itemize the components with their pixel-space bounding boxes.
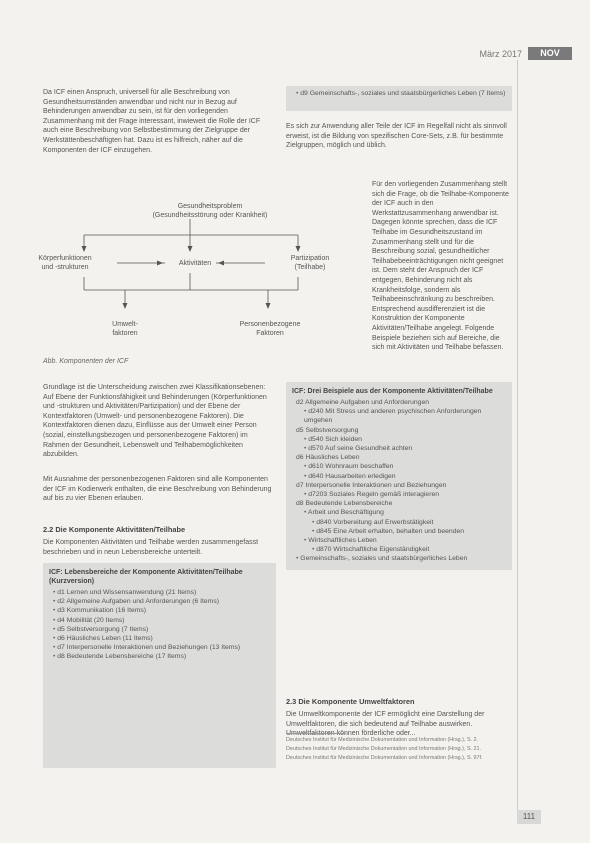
list-item: • d9 Gemeinschafts-, soziales und staatsbürgerliches Leben (7 Items) [296,89,506,98]
list-item: • d570 Auf seine Gesundheit achten [296,444,506,453]
list-item: • d240 Mit Stress und anderen psychischen Anforderungen umgehen [296,407,506,425]
d9-box-continuation [286,86,512,111]
col1-paragraph-3: Mit Ausnahme der personenbezogenen Faktoren sind alle Komponenten der ICF im Kodierwerk enthalten, die eine Beschreibung von Behinderung auf bis zu vier Ebenen erlauben. [43,476,272,503]
list-item: • Gemeinschafts-, soziales und staatsbürgerliches Leben [296,554,506,563]
list-item: • d3 Kommunikation (16 Items) [53,606,270,615]
list-item: d7 Interpersonelle Interaktionen und Beziehungen [296,481,447,489]
list-item: d8 Bedeutende Lebensbereiche [296,500,393,508]
column-rule [517,60,518,810]
col2-paragraph-2: Für den vorliegenden Zusammenhang stellt sich die Frage, ob die Teilhabe-Komponente der ICF auch in den Werkstattzusammenhang anwendbar ist. Dagegen könnte sprechen, dass die ICF Teilhabe im Gesundheitszustand im Zusammenhang stellt und für die Beschreibung sozial, gesundheitlicher Teilhabebeeinträchtigungen nicht geeignet ist. Dem steht der Anspruch der ICF entgegen, Behinderung nicht als Krankheitsfolge, sondern als Teilhabeeinschränkung zu beschreiben. Entsprechend ausdifferenziert ist die Konstruktion der Komponente Aktivitäten/Teilhabe angelegt. Folgende Beispiele beziehen sich auf Bereiche, die sich mit Aktivitäten und Teilhabe befassen. [372,181,509,352]
list-item: • d6 Häusliches Leben (11 Items) [53,634,270,643]
diagram-participation: Partizipation (Teilhabe) [290,255,330,271]
list-item: d5 Selbstversorgung [296,426,359,434]
footnote: Deutsches Institut für Medizinische Dokumentation und Information (Hrsg.), S. 21. [286,746,482,752]
col1-paragraph-1: Da ICF einen Anspruch, universell für alle Beschreibung von Gesundheitsumständen anwendbar und nicht nur in Bezug auf Behinderungen anwendbar zu sein, ist für den vorliegenden Zusammenhang mit der Frage interessant, inwieweit die Rolle der ICF auch eine Beschreibung von Selbstbestimmung der Zielgruppe der Werkstättenbeschäftigten hat. Dazu ist es hilfreich, näher auf die Komponenten der ICF einzugehen. [43,89,261,154]
list-item: • Wirtschaftliches Leben [296,536,506,545]
list-item: • d640 Hausarbeiten erledigen [296,472,506,481]
figure-caption: Abb. Komponenten der ICF [43,358,129,365]
section-heading-2-3: 2.3 Die Komponente Umweltfaktoren [286,697,415,706]
list-item: d6 Häusliches Leben [296,454,360,462]
col2-paragraph-1: Es sich zur Anwendung aller Teile der ICF im Regelfall nicht als sinnvoll erweist, ist die Bildung von spezifischen Core-Sets, z.B. für bestimmte Zielgruppen, möglich und üblich. [286,123,507,150]
footnotes [286,737,512,764]
icf-examples-box [286,382,512,570]
list-item: • d5 Selbstversorgung (7 Items) [53,625,270,634]
list-item: • d540 Sich kleiden [296,435,506,444]
list-item: • d610 Wohnraum beschaffen [296,462,506,471]
footnote-divider [286,733,346,734]
list-item: • d1 Lernen und Wissensanwendung (21 Items) [53,588,270,597]
list-item: • d2 Allgemeine Aufgaben und Anforderungen (6 Items) [53,597,270,606]
box-list [286,86,512,98]
box-list [286,398,512,564]
footnote: Deutsches Institut für Medizinische Dokumentation und Information (Hrsg.), S. 97f. [286,755,483,761]
diagram-environmental-factors: Umwelt- faktoren [112,321,138,337]
box-title: ICF: Lebensbereiche der Komponente Aktivitäten/Teilhabe (Kurzversion) [49,569,243,585]
diagram-personal-factors: Personenbezogene Faktoren [239,321,301,337]
box-title: ICF: Drei Beispiele aus der Komponente Aktivitäten/Teilhabe [292,388,493,395]
list-item: • d845 Eine Arbeit erhalten, behalten und beenden [296,527,506,536]
footnote: Deutsches Institut für Medizinische Dokumentation und Information (Hrsg.), S. 2. [286,737,479,743]
col1-paragraph-4: Die Komponenten Aktivitäten und Teilhabe werden zusammengefasst beschrieben und in neun Lebensbereiche unterteilt. [43,539,259,556]
icf-domains-box [43,563,276,768]
list-item: • d870 Wirtschaftliche Eigenständigkeit [296,545,506,554]
list-item: • Arbeit und Beschäftigung [296,508,506,517]
list-item: • d7 Interpersonelle Interaktionen und Beziehungen (13 Items) [53,643,270,652]
section-heading-2-2: 2.2 Die Komponente Aktivitäten/Teilhabe [43,525,186,534]
list-item: d2 Allgemeine Aufgaben und Anforderungen [296,399,430,406]
list-item: • d7203 Soziales Regeln gemäß interagieren [296,490,506,499]
diagram-health-problem: Gesundheitsproblem (Gesundheitsstörung oder Krankheit) [152,203,268,219]
box-list [43,588,276,662]
diagram-body-functions: Körperfunktionen und -strukturen [38,255,92,271]
list-item: • d4 Mobilität (20 Items) [53,616,270,625]
section-badge: NOV [528,47,572,60]
list-item: • d840 Vorbereitung auf Erwerbstätigkeit [296,518,506,527]
page-number: 111 [517,810,541,824]
issue-date: März 2017 [479,49,522,59]
list-item: • d8 Bedeutende Lebensbereiche (17 Items) [53,652,270,661]
diagram-activities: Aktivitäten [178,260,212,267]
col1-paragraph-2: Grundlage ist die Unterscheidung zwischen zwei Klassifikationsebenen: Auf Ebene der Funktionsfähigkeit und Behinderungen (Körperfunktionen und -strukturen und Aktivitäten/Partizipation) und der Ebene der Kontextfaktoren (Umwelt- und personenbezogene Faktoren). Die Kontextfaktoren dienen dazu, Einflüsse aus der Umwelt einer Person (sozial, einstellungsbezogen und personenbezogene Faktoren) im Rahmen der Gesundheit, Lebenswelt und Teilhabemöglichkeiten abzubilden. [43,384,267,459]
col2-paragraph-3: Die Umweltkomponente der ICF ermöglicht eine Darstellung der Umweltfaktoren, die sich bedeutend auf Teilhabe auswirken. Umweltfaktoren können förderliche oder... [286,711,485,738]
